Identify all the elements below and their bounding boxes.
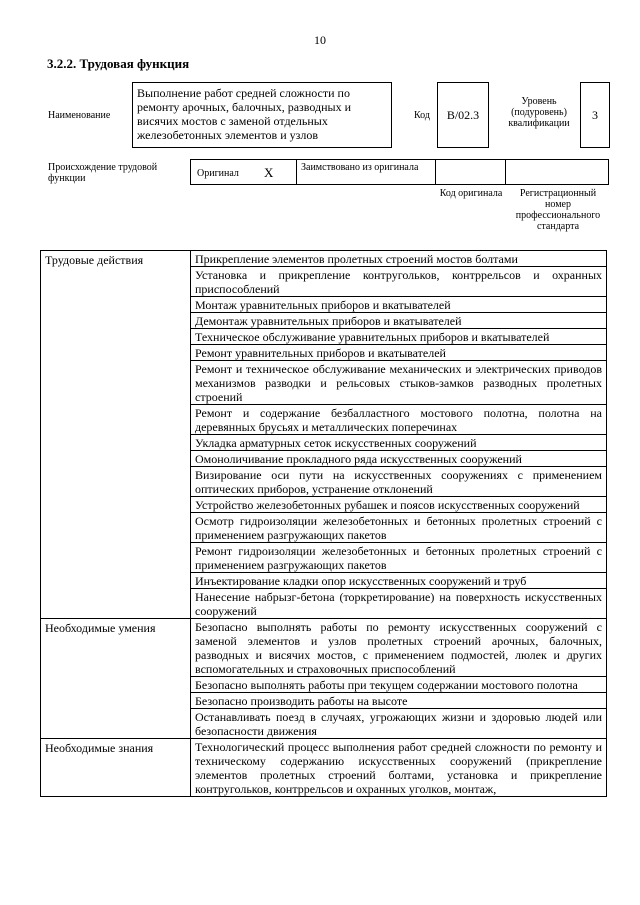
knowledge-item: Технологический процесс выполнения работ средней сложности по ремонту и техническому содержанию искусственных сооружений (прикрепление элементов пролетных строений болтами, установка и прикрепление контругольков, контррельсов и охранных уголков, монтаж, bbox=[191, 739, 607, 797]
skills-item: Безопасно производить работы на высоте bbox=[191, 693, 607, 709]
actions-item: Нанесение набрызг-бетона (торкретирование) на поверхность искусственных сооружений bbox=[191, 589, 607, 619]
actions-item: Визирование оси пути на искусственных сооружениях с применением оптических приборов, устранение отклонений bbox=[191, 467, 607, 497]
actions-item: Осмотр гидроизоляции железобетонных и бетонных пролетных строений с применением разгружающих пакетов bbox=[191, 513, 607, 543]
origin-row bbox=[190, 159, 609, 185]
code-label: Код bbox=[414, 110, 430, 121]
level-label: Уровень (подуровень) квалификации bbox=[508, 96, 570, 129]
actions-item: Ремонт и содержание безбалластного мостового полотна, полотна на деревянных брусьях и металлических поперечинах bbox=[191, 405, 607, 435]
origin-label: Происхождение трудовой функции bbox=[48, 162, 158, 184]
skills-item: Безопасно выполнять работы по ремонту искусственных сооружений с заменой элементов и узлов пролетных строений арочных, балочных, разводных и висячих мостов, с применением подмостей, люлек и других вспомогательных и страховочных приспособлений bbox=[191, 619, 607, 677]
actions-row bbox=[41, 251, 607, 267]
actions-item: Ремонт гидроизоляции железобетонных и бетонных пролетных строений с применением разгружающих пакетов bbox=[191, 543, 607, 573]
name-value: Выполнение работ средней сложности по ремонту арочных, балочных, разводных и висячих мостов с заменой отдельных железобетонных элементов и узлов bbox=[137, 86, 352, 142]
original-mark: X bbox=[264, 165, 274, 180]
reg-number-caption: Регистрационный номер профессионального стандарта bbox=[515, 188, 601, 232]
actions-item: Инъектирование кладки опор искусственных сооружений и труб bbox=[191, 573, 607, 589]
code-value-box bbox=[437, 82, 489, 148]
skills-item: Останавливать поезд в случаях, угрожающих жизни и здоровью людей или безопасности движения bbox=[191, 709, 607, 739]
actions-item: Ремонт уравнительных приборов и вкатывателей bbox=[191, 345, 607, 361]
actions-item: Техническое обслуживание уравнительных приборов и вкатывателей bbox=[191, 329, 607, 345]
skills-label: Необходимые умения bbox=[41, 619, 191, 739]
actions-item: Демонтаж уравнительных приборов и вкатывателей bbox=[191, 313, 607, 329]
actions-item: Укладка арматурных сеток искусственных сооружений bbox=[191, 435, 607, 451]
original-label: Оригинал bbox=[197, 168, 239, 179]
code-original-caption: Код оригинала bbox=[439, 188, 503, 199]
code-value: В/02.3 bbox=[446, 108, 480, 122]
name-label: Наименование bbox=[48, 110, 111, 121]
knowledge-row bbox=[41, 739, 607, 797]
actions-label: Трудовые действия bbox=[41, 251, 191, 619]
actions-item: Установка и прикрепление контругольков, контррельсов и охранных приспособлений bbox=[191, 267, 607, 297]
actions-item: Монтаж уравнительных приборов и вкатывателей bbox=[191, 297, 607, 313]
section-title: 3.2.2. Трудовая функция bbox=[47, 56, 190, 71]
actions-item: Омоноличивание прокладного ряда искусственных сооружений bbox=[191, 451, 607, 467]
skills-row bbox=[41, 619, 607, 677]
borrowed-label: Заимствовано из оригинала bbox=[301, 162, 419, 173]
functions-table bbox=[40, 250, 607, 797]
actions-item: Ремонт и техническое обслуживание механических и электрических приводов механизмов разводки и рельсовых стыков-замков разводных пролетных строений bbox=[191, 361, 607, 405]
knowledge-label: Необходимые знания bbox=[41, 739, 191, 797]
actions-item: Прикрепление элементов пролетных строений мостов болтами bbox=[191, 251, 607, 267]
actions-item: Устройство железобетонных рубашек и поясов искусственных сооружений bbox=[191, 497, 607, 513]
skills-item: Безопасно выполнять работы при текущем содержании мостового полотна bbox=[191, 677, 607, 693]
name-value-box bbox=[132, 82, 392, 148]
level-value-box bbox=[580, 82, 610, 148]
page-number: 10 bbox=[314, 33, 326, 47]
level-value: 3 bbox=[592, 108, 598, 122]
